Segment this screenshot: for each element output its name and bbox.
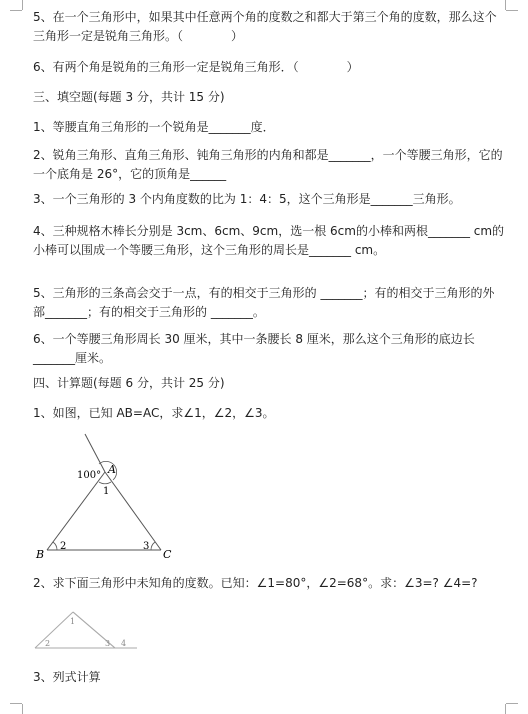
angle-label-100: 100°	[77, 470, 102, 481]
tf-question-5: 5、在一个三角形中，如果其中任意两个角的度数之和都大于第三个角的度数，那么这个三角形一定是锐角三角形。（ ）	[33, 10, 497, 43]
vertex-a: A	[108, 463, 116, 476]
triangle-figure-2	[33, 600, 153, 656]
crop-mark	[506, 10, 518, 19]
angle-num-2: 2	[45, 639, 51, 648]
fill-question-4: 4、三种规格木棒长分别是 3cm、6cm、9cm，选一根 6cm的小棒和两根_______ cm的小棒可以围成一个等腰三角形，这个三角形的周长是_______ cm。	[33, 224, 505, 257]
fill-question-3: 3、一个三角形的 3 个内角度数的比为 1：4：5，这个三角形是_______三角形。	[33, 192, 461, 206]
angle-arc	[151, 542, 155, 550]
crop-mark	[506, 695, 518, 704]
angle-num-1: 1	[70, 617, 76, 626]
fill-question-6: 6、一个等腰三角形周长 30 厘米，其中一条腰长 8 厘米，那么这个三角形的底边长_______厘米。	[33, 332, 475, 365]
calc-question-1: 1、如图，已知 AB=AC，求∠1，∠2，∠3。	[33, 406, 275, 420]
section-4-title: 四、计算题(每题 6 分，共计 25 分)	[33, 376, 225, 390]
crop-mark	[22, 704, 31, 714]
crop-mark	[10, 10, 22, 19]
side-ac	[105, 472, 161, 550]
tf-question-6: 6、有两个角是锐角的三角形一定是锐角三角形．（ ）	[33, 60, 359, 74]
angle-num-1: 1	[103, 486, 110, 497]
extended-side-line	[85, 434, 105, 472]
angle-num-2: 2	[60, 541, 67, 552]
angle-num-4: 4	[121, 639, 127, 648]
angle-arc	[53, 542, 57, 550]
angle-num-3: 3	[105, 639, 111, 648]
section-3-title: 三、填空题(每题 3 分，共计 15 分)	[33, 90, 225, 104]
fill-question-2: 2、锐角三角形、直角三角形、钝角三角形的内角和都是_______，一个等腰三角形，它的一个底角是 26°，它的顶角是______	[33, 148, 503, 181]
angle-arc	[99, 482, 111, 484]
vertex-b: B	[36, 548, 45, 561]
fill-question-5: 5、三角形的三条高会交于一点，有的相交于三角形的 _______；有的相交于三角形的外部_______；有的相交于三角形的 _______。	[33, 286, 495, 319]
vertex-c: C	[163, 548, 172, 561]
side-ab	[47, 472, 105, 550]
calc-question-3: 3、列式计算	[33, 670, 101, 684]
crop-mark	[497, 704, 506, 714]
triangle-figure-1	[33, 430, 183, 562]
angle-num-3: 3	[143, 541, 150, 552]
calc-question-2: 2、求下面三角形中未知角的度数。已知：∠1=80°，∠2=68°。求：∠3=? ∠4=?	[33, 576, 478, 590]
left-side	[35, 612, 76, 648]
fill-question-1: 1、等腰直角三角形的一个锐角是_______度．	[33, 120, 275, 134]
crop-mark	[22, 0, 31, 10]
crop-mark	[10, 695, 22, 704]
